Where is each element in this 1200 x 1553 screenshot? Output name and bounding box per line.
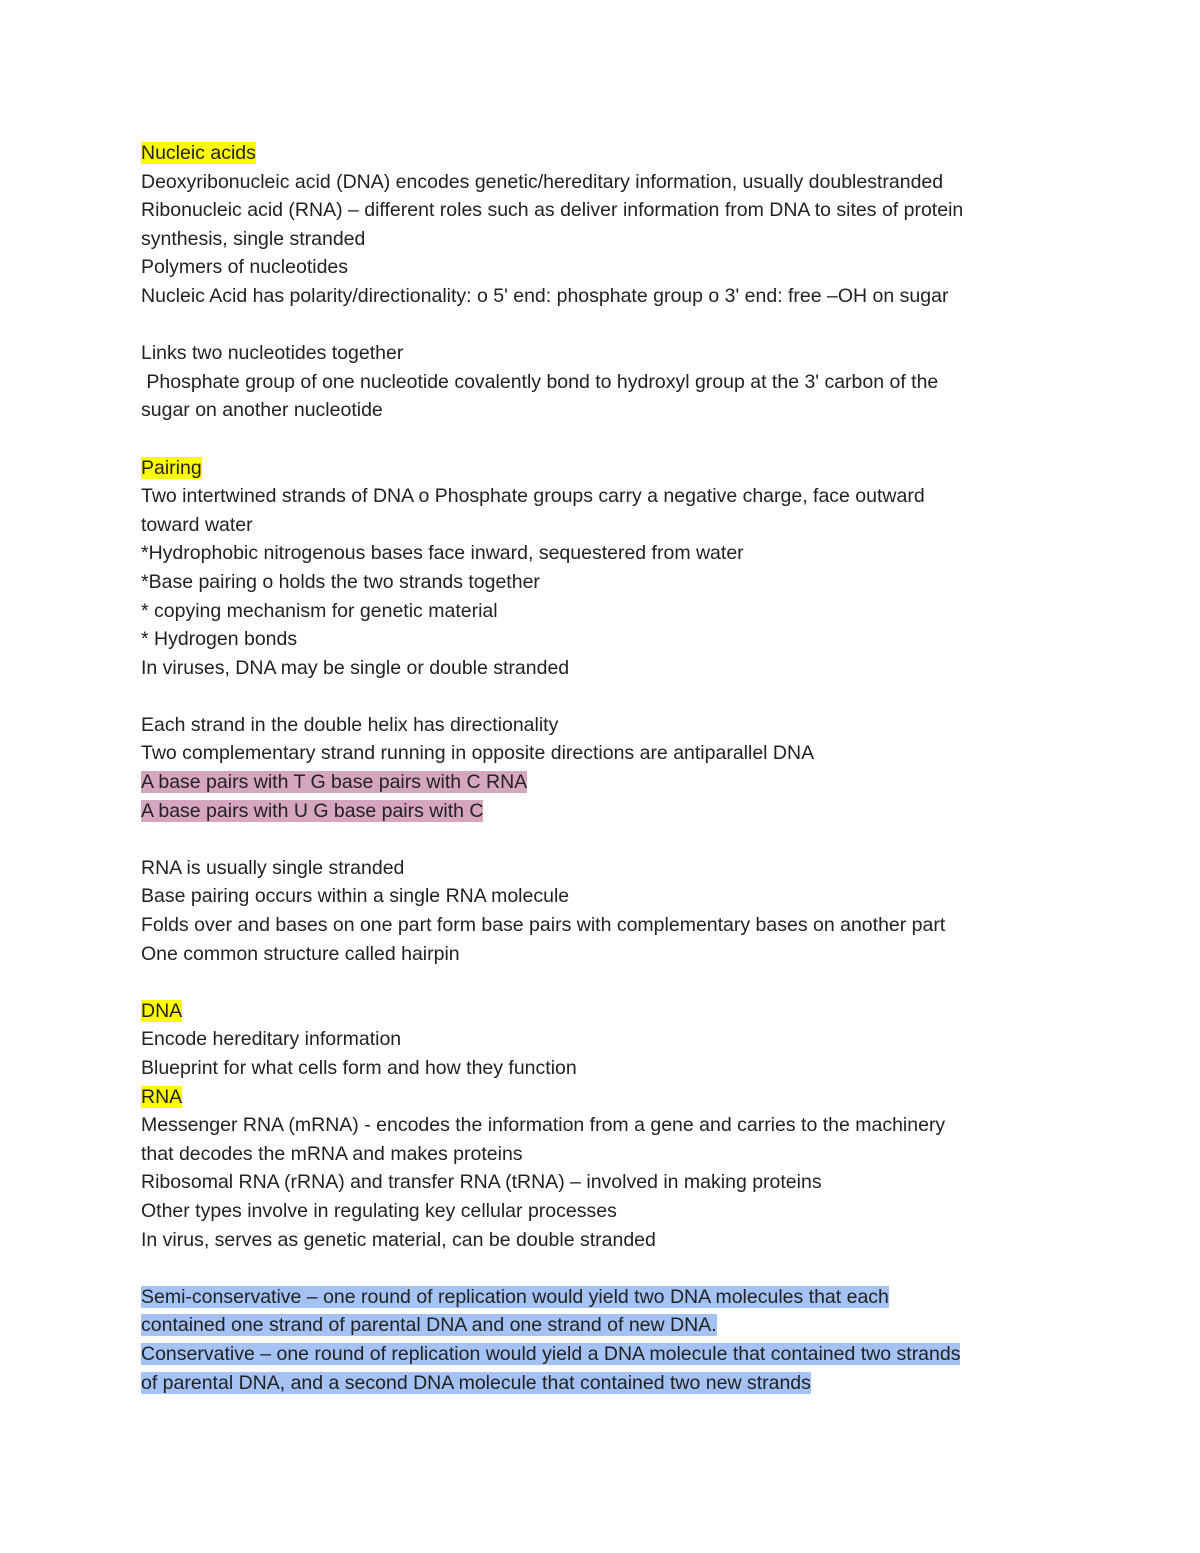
text-line: Ribonucleic acid (RNA) – different roles such as deliver information from DNA to sites of protein — [141, 199, 964, 222]
text-line: Deoxyribonucleic acid (DNA) encodes genetic/hereditary information, usually doublestranded — [141, 170, 944, 193]
blank-line — [141, 1254, 1141, 1283]
text-line: Base pairing occurs within a single RNA molecule — [141, 885, 570, 908]
heading-rna: RNA — [141, 1085, 183, 1108]
text-line: Blueprint for what cells form and how they function — [141, 1057, 577, 1079]
highlighted-semi-conservative-cont: contained one strand of parental DNA and one strand of new DNA. — [141, 1314, 717, 1337]
text-line: Ribosomal RNA (rRNA) and transfer RNA (tRNA) – involved in making proteins — [141, 1171, 822, 1194]
heading-pairing: Pairing — [141, 456, 202, 479]
text-line: Encode hereditary information — [141, 1028, 402, 1051]
text-line: Two intertwined strands of DNA o Phosphate groups carry a negative charge, face outward — [141, 485, 925, 508]
blank-line — [141, 682, 1141, 711]
blank-line — [141, 825, 1141, 854]
highlighted-base-pairs-rna: A base pairs with U G base pairs with C — [141, 799, 484, 822]
text-line: Phosphate group of one nucleotide covalently bond to hydroxyl group at the 3' carbon of the — [141, 370, 939, 393]
highlighted-semi-conservative: Semi-conservative – one round of replication would yield two DNA molecules that each — [141, 1285, 889, 1308]
text-line: Messenger RNA (mRNA) - encodes the information from a gene and carries to the machinery — [141, 1114, 946, 1137]
text-line: toward water — [141, 513, 253, 536]
text-line: Each strand in the double helix has directionality — [141, 713, 559, 736]
highlighted-conservative-cont: of parental DNA, and a second DNA molecule that contained two new strands — [141, 1371, 811, 1394]
text-line: sugar on another nucleotide — [141, 399, 383, 422]
text-line: * Hydrogen bonds — [141, 628, 298, 651]
heading-nucleic-acids: Nucleic acids — [141, 142, 256, 164]
blank-line — [141, 425, 1141, 454]
text-line: Two complementary strand running in opposite directions are antiparallel DNA — [141, 742, 815, 765]
text-line: synthesis, single stranded — [141, 227, 366, 250]
text-line: Folds over and bases on one part form base pairs with complementary bases on another part — [141, 914, 946, 937]
text-line: Other types involve in regulating key cellular processes — [141, 1199, 617, 1222]
heading-dna: DNA — [141, 999, 183, 1022]
text-line: In viruses, DNA may be single or double stranded — [141, 656, 570, 679]
text-line: Links two nucleotides together — [141, 342, 404, 365]
document-page — [141, 139, 1141, 1397]
text-line: RNA is usually single stranded — [141, 856, 405, 879]
text-line: One common structure called hairpin — [141, 942, 460, 965]
highlighted-base-pairs-dna: A base pairs with T G base pairs with C RNA — [141, 771, 528, 794]
text-line: Polymers of nucleotides — [141, 256, 349, 279]
text-line: *Base pairing o holds the two strands together — [141, 570, 540, 593]
text-line: In virus, serves as genetic material, can be double stranded — [141, 1228, 656, 1251]
blank-line — [141, 311, 1141, 340]
text-line: Nucleic Acid has polarity/directionality: o 5' end: phosphate group o 3' end: free –OH on sugar — [141, 284, 949, 307]
highlighted-conservative: Conservative – one round of replication would yield a DNA molecule that contained two strands — [141, 1342, 961, 1365]
blank-line — [141, 968, 1141, 997]
text-line: * copying mechanism for genetic material — [141, 599, 498, 622]
text-line: *Hydrophobic nitrogenous bases face inward, sequestered from water — [141, 542, 744, 565]
text-line: that decodes the mRNA and makes proteins — [141, 1142, 523, 1165]
